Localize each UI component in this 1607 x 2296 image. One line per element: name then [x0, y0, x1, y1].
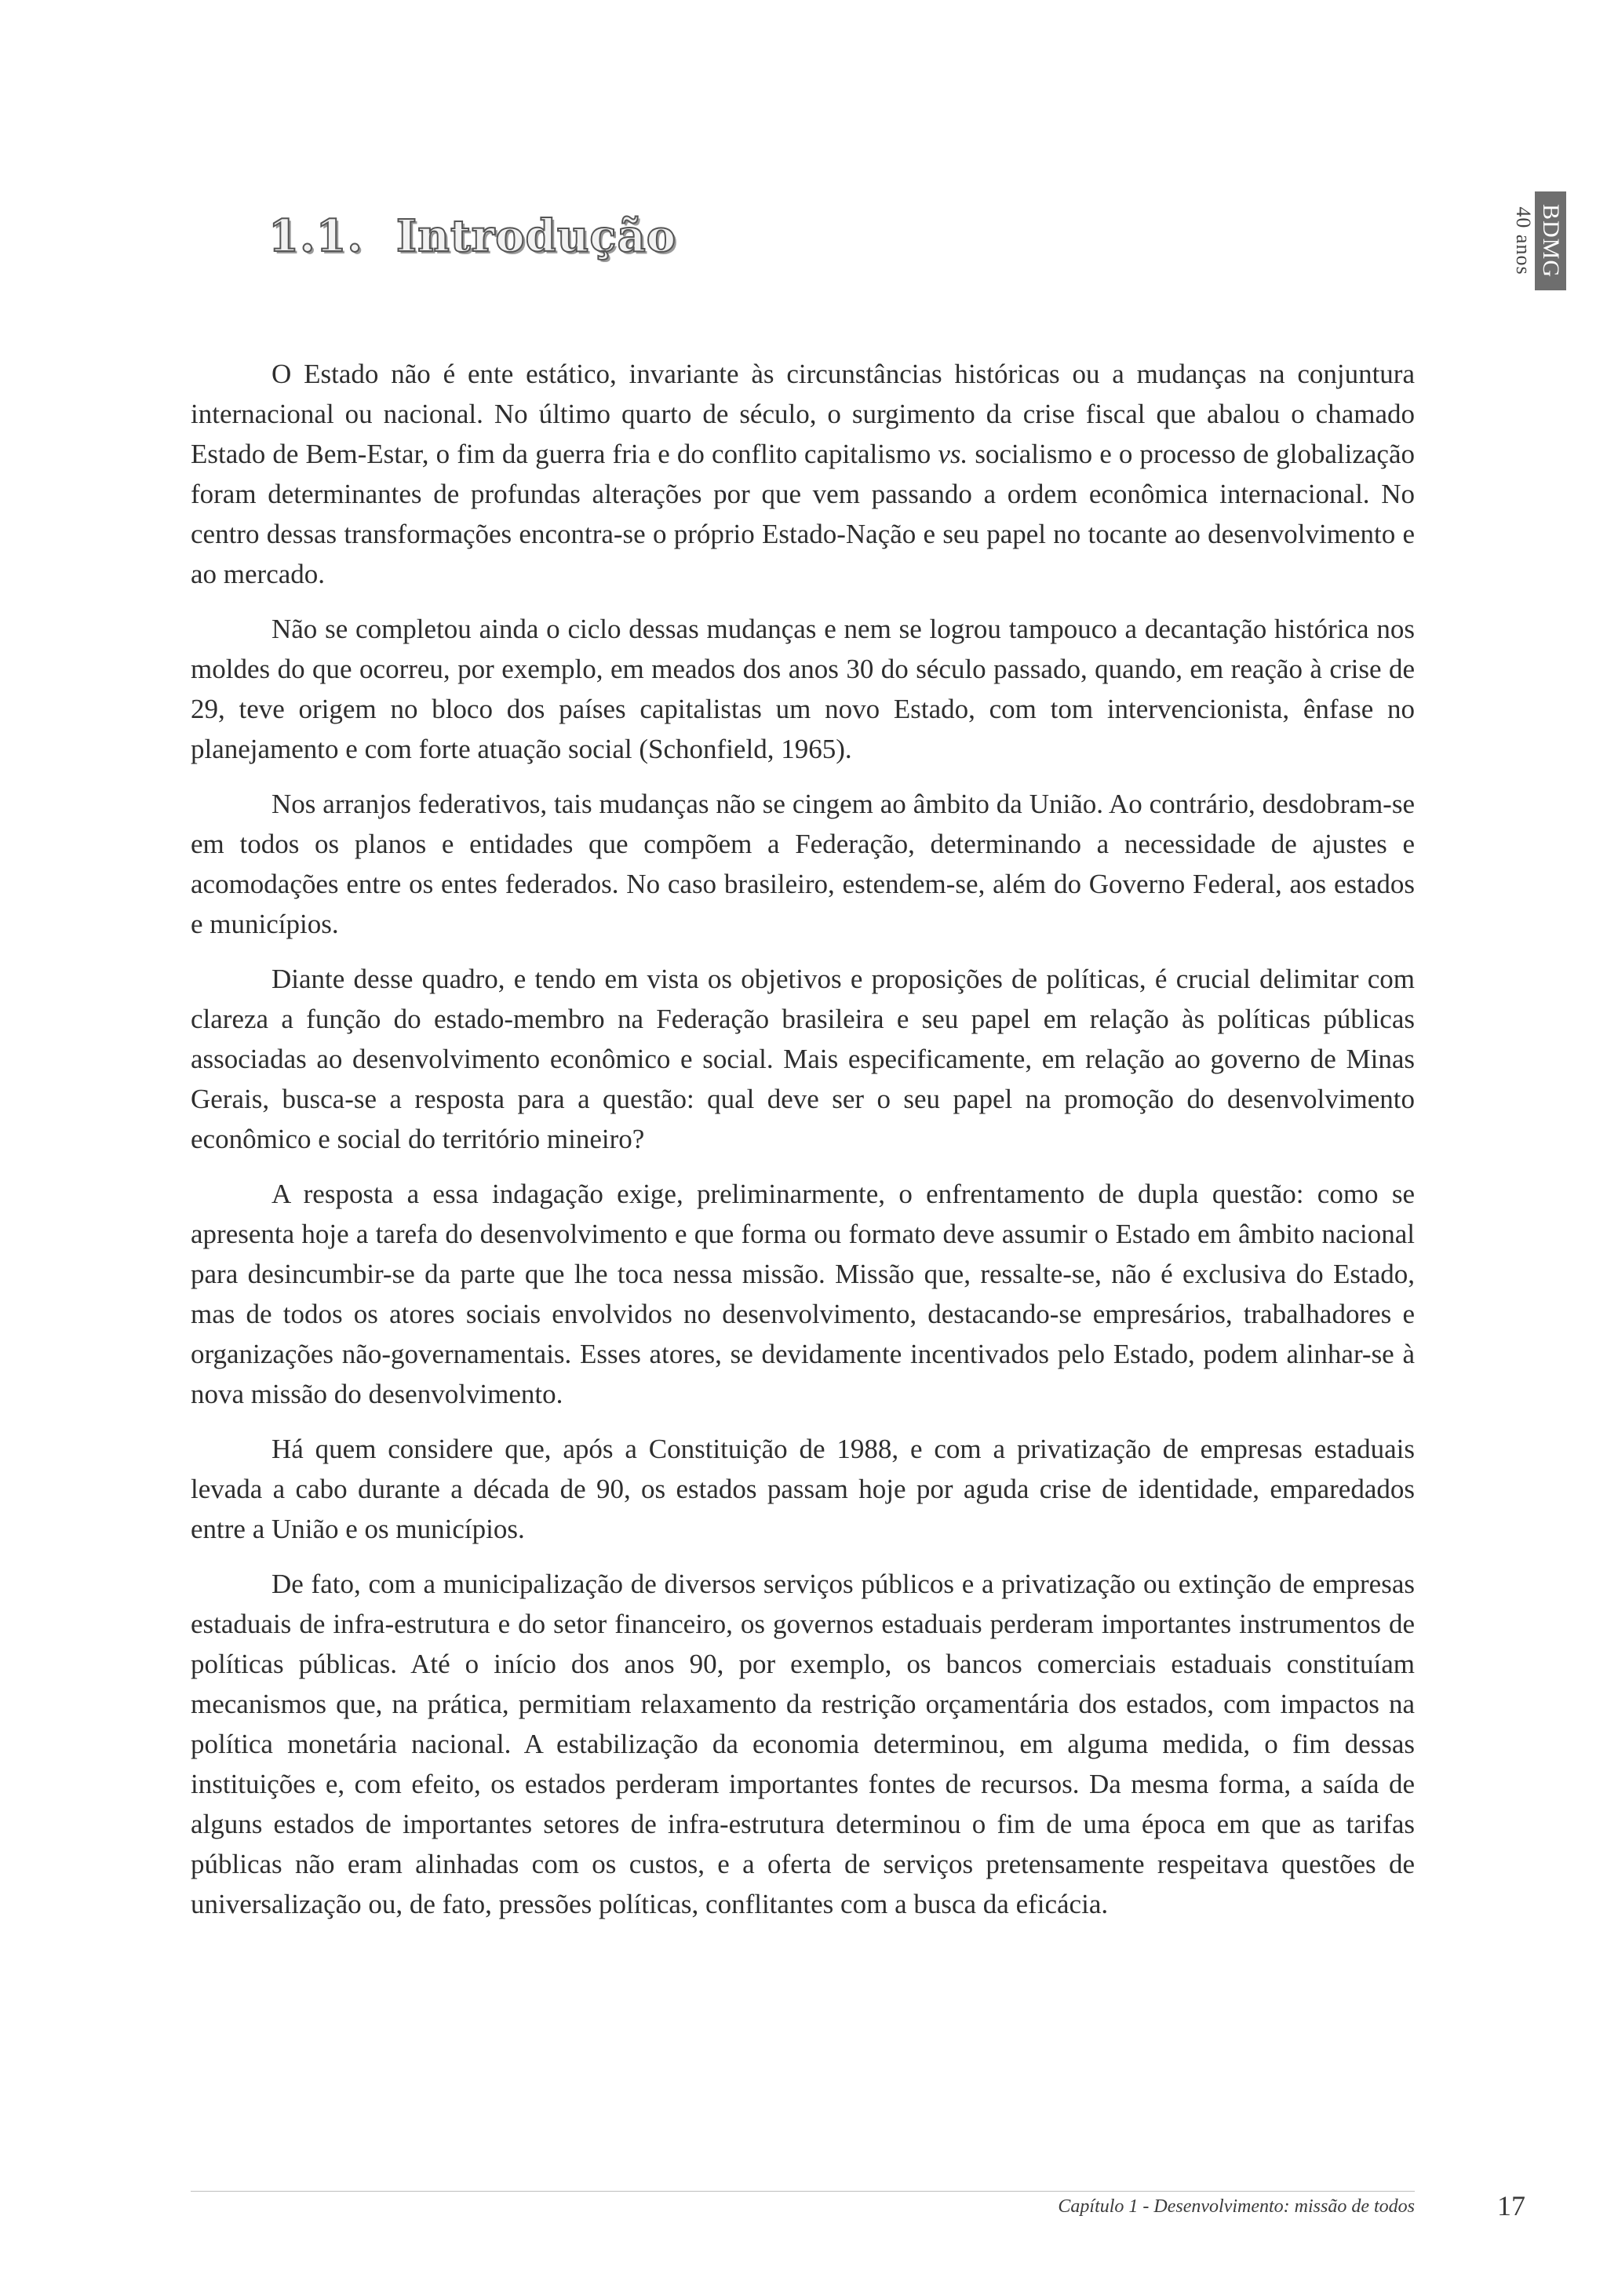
- side-tab-main-text: BDMG: [1538, 203, 1564, 279]
- paragraph: Diante desse quadro, e tendo em vista os objetivos e proposições de políticas, é crucial delimitar com clareza a função do estado-membro na Federação brasileira e seu papel em relação às políticas públicas associadas ao desenvolvimento econômico e social. Mais especificamente, em relação ao governo de Minas Gerais, busca-se a resposta para a questão: qual deve ser o seu papel na promoção do desenvolvimento econômico e social do território mineiro?: [191, 964, 1415, 1154]
- section-title: Introdução: [395, 210, 677, 262]
- paragraph-text: O Estado não é ente estático, invariante às circunstâncias históricas ou a mudanças na conjuntura internacional ou nacional. No último quarto de século, o surgimento da crise fiscal que abalou o chamado Estado de Bem-Estar, o fim da guerra fria e do conflito capitalismo: [191, 359, 1415, 469]
- side-tab-main: [1535, 191, 1566, 290]
- body-text: [191, 354, 1415, 1939]
- paragraph-text: socialismo e o processo de globalização foram determinantes de profundas alterações por que vem passando a ordem econômica internacional. No centro dessas transformações encontra-se o próprio Estado-Nação e seu papel no tocante ao desenvolvimento e ao mercado.: [191, 439, 1415, 589]
- paragraph: A resposta a essa indagação exige, preliminarmente, o enfrentamento de dupla questão: como se apresenta hoje a tarefa do desenvolvimento e que forma ou formato deve assumir o Estado em âmbito nacional para desincumbir-se da parte que lhe toca nessa missão. Missão que, ressalte-se, não é exclusiva do Estado, mas de todos os atores sociais envolvidos no desenvolvimento, destacando-se empresários, trabalhadores e organizações não-governamentais. Esses atores, se devidamente incentivados pelo Estado, podem alinhar-se à nova missão do desenvolvimento.: [191, 1179, 1415, 1409]
- paragraph: [191, 354, 1415, 594]
- paragraph: De fato, com a municipalização de diversos serviços públicos e a privatização ou extinção de empresas estaduais de infra-estrutura e do setor financeiro, os governos estaduais perderam importantes instrumentos de políticas públicas. Até o início dos anos 90, por exemplo, os bancos comerciais estaduais constituíam mecanismos que, na prática, permitiam relaxamento da restrição orçamentária dos estados, com impactos na política monetária nacional. A estabilização da economia determinou, em alguma medida, o fim dessas instituições e, com efeito, os estados perderam importantes fontes de recursos. Da mesma forma, a saída de alguns estados de importantes setores de infra-estrutura determinou o fim de uma época em que as tarifas públicas não eram alinhadas com os custos, e a oferta de serviços pretensamente respeitava questões de universalização ou, de fato, pressões políticas, conflitantes com a busca da eficácia.: [191, 1569, 1415, 1919]
- side-tab-sub-text: 40 anos: [1512, 206, 1535, 275]
- paragraph: Há quem considere que, após a Constituição de 1988, e com a privatização de empresas estaduais levada a cabo durante a década de 90, os estados passam hoje por aguda crise de identidade, emparedados entre a União e os municípios.: [191, 1434, 1415, 1544]
- paragraph-italic: vs.: [938, 439, 968, 469]
- page-number: 17: [1497, 2190, 1525, 2221]
- paragraph: Não se completou ainda o ciclo dessas mudanças e nem se logrou tampouco a decantação histórica nos moldes do que ocorreu, por exemplo, em meados dos anos 30 do século passado, quando, em reação à crise de 29, teve origem no bloco dos países capitalistas um novo Estado, com tom intervencionista, ênfase no planejamento e com forte atuação social (Schonfield, 1965).: [191, 614, 1415, 764]
- section-heading: [268, 210, 676, 262]
- footer-rule: [191, 2191, 1415, 2192]
- section-number: 1.1.: [268, 210, 363, 262]
- side-tab: [1511, 191, 1568, 290]
- paragraph: Nos arranjos federativos, tais mudanças não se cingem ao âmbito da União. Ao contrário, desdobram-se em todos os planos e entidades que compõem a Federação, determinando a necessidade de ajustes e acomodações entre os entes federados. No caso brasileiro, estendem-se, além do Governo Federal, aos estados e municípios.: [191, 789, 1415, 939]
- side-tab-sub: [1511, 191, 1535, 290]
- running-footer: Capítulo 1 - Desenvolvimento: missão de todos: [1058, 2196, 1415, 2217]
